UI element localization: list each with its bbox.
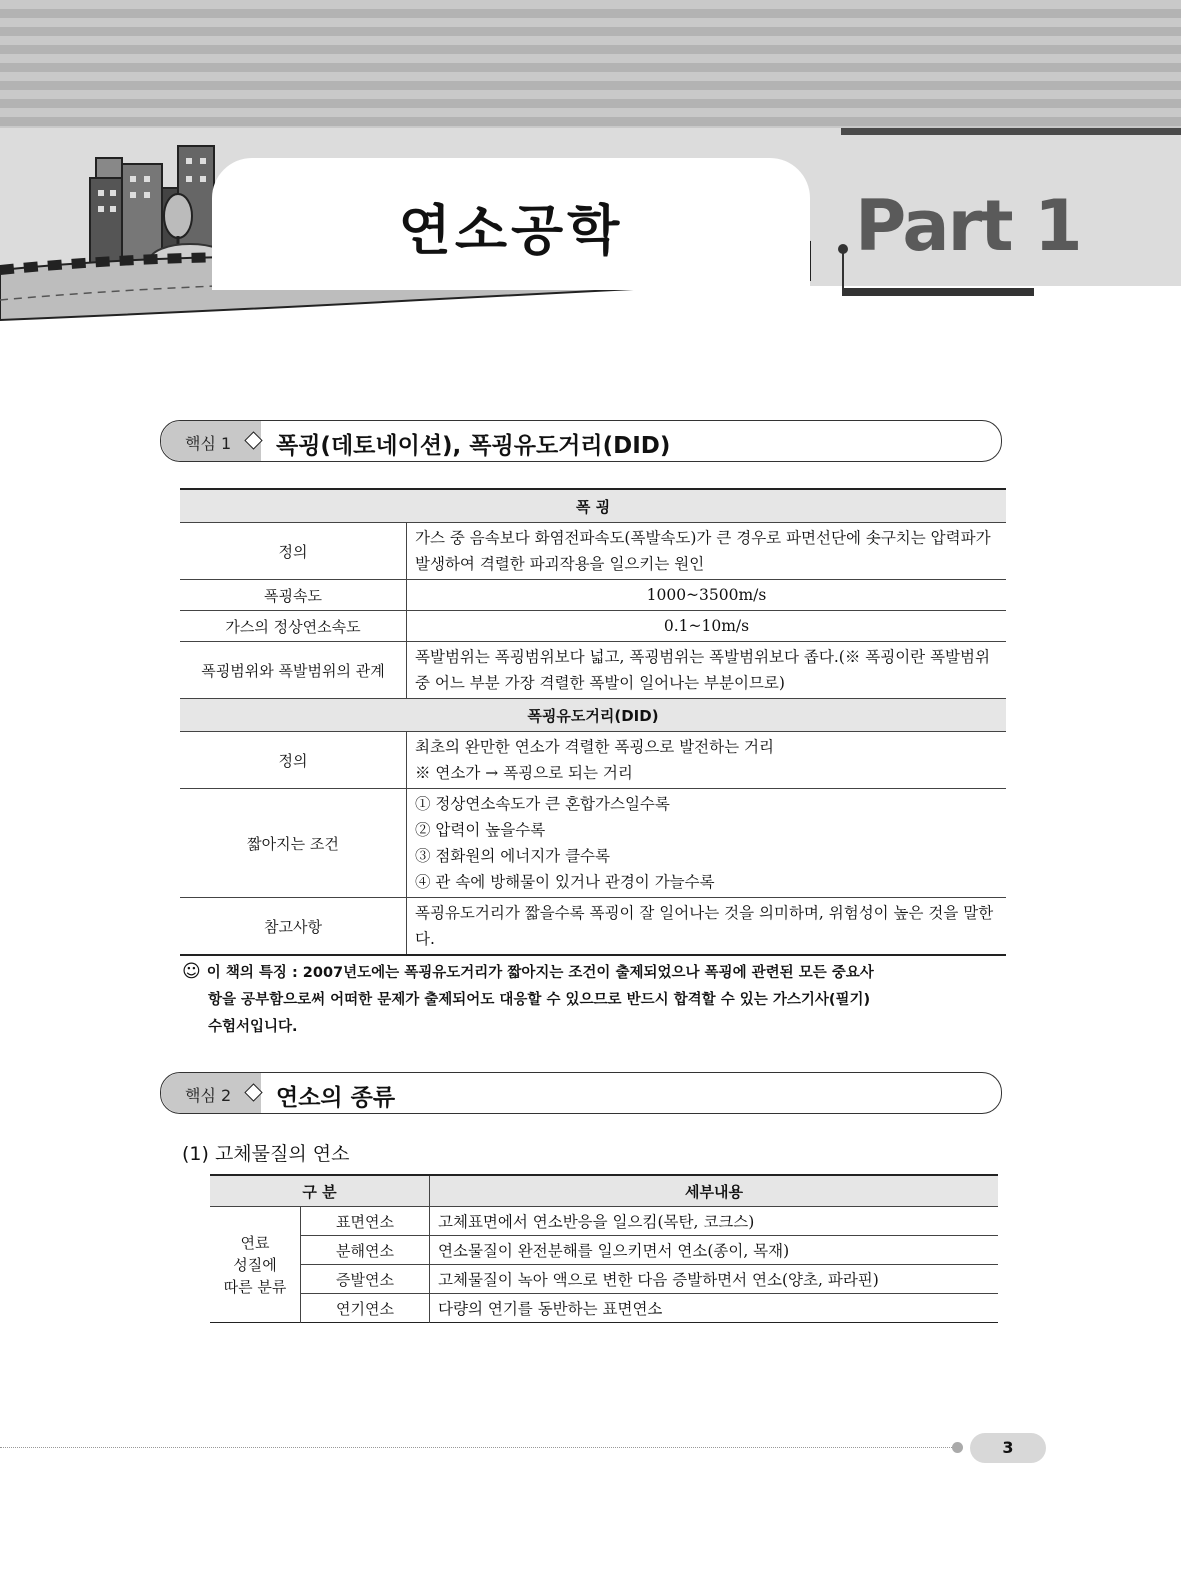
combustion-desc: 연소물질이 완전분해를 일으키면서 연소(종이, 목재) xyxy=(430,1236,999,1265)
row-value: 가스 중 음속보다 화염전파속도(폭발속도)가 큰 경우로 파면선단에 솟구치는 압력파가 발생하여 격렬한 파괴작용을 일으키는 원인 xyxy=(407,523,1007,580)
subheading: (1) 고체물질의 연소 xyxy=(182,1143,350,1165)
page-number: 3 xyxy=(970,1433,1046,1463)
section-title: 폭굉(데토네이션), 폭굉유도거리(DID) xyxy=(276,433,671,459)
row-label: 폭굉범위와 폭발범위의 관계 xyxy=(180,642,407,699)
row-value: 0.1~10m/s xyxy=(407,611,1007,642)
row-value xyxy=(407,789,1007,898)
table-band-header: 폭굉유도거리(DID) xyxy=(180,699,1006,732)
section-header-1 xyxy=(160,420,1002,462)
footer-divider xyxy=(0,1447,956,1448)
condition-item: ③ 점화원의 에너지가 클수록 xyxy=(415,847,610,865)
row-value: 폭굉유도거리가 짧을수록 폭굉이 잘 일어나는 것을 의미하며, 위험성이 높은 것을 말한다. xyxy=(407,898,1007,956)
section-header-2 xyxy=(160,1072,1002,1114)
note-line: 수험서입니다. xyxy=(208,1019,298,1035)
footer-dot xyxy=(952,1442,963,1453)
row-label: 가스의 정상연소속도 xyxy=(180,611,407,642)
group-label-line: 성질에 xyxy=(233,1255,277,1274)
feature-note xyxy=(182,958,1006,1041)
detonation-table xyxy=(180,488,1006,956)
table-row xyxy=(180,732,1006,789)
did-def-line: ※ 연소가 → 폭굉으로 되는 거리 xyxy=(415,764,633,782)
section-tab-label: 핵심 2 xyxy=(185,1086,232,1105)
smiley-icon: ☺ xyxy=(182,961,201,982)
combustion-desc: 고체표면에서 연소반응을 일으킴(목탄, 코크스) xyxy=(430,1207,999,1236)
column-header: 세부내용 xyxy=(430,1175,999,1207)
row-label: 정의 xyxy=(180,523,407,580)
row-label: 정의 xyxy=(180,732,407,789)
part-underline xyxy=(842,288,1034,296)
combustion-desc: 고체물질이 녹아 액으로 변한 다음 증발하면서 연소(양초, 파라핀) xyxy=(430,1265,999,1294)
combustion-desc: 다량의 연기를 동반하는 표면연소 xyxy=(430,1294,999,1323)
did-def-line: 최초의 완만한 연소가 격렬한 폭굉으로 발전하는 거리 xyxy=(415,738,774,756)
row-value: 폭발범위는 폭굉범위보다 넓고, 폭굉범위는 폭발범위보다 좁다.(※ 폭굉이란 폭발범위 중 어느 부분 가장 격렬한 폭발이 일어나는 부분이므로) xyxy=(407,642,1007,699)
combustion-kind: 증발연소 xyxy=(301,1265,430,1294)
group-label-line: 따른 분류 xyxy=(223,1277,287,1296)
table-row xyxy=(180,898,1006,956)
header-stripes xyxy=(0,0,1181,128)
row-label: 짧아지는 조건 xyxy=(180,789,407,898)
row-value xyxy=(407,732,1007,789)
table-row xyxy=(210,1207,998,1236)
header-accent-bar xyxy=(841,128,1181,135)
table-row xyxy=(210,1294,998,1323)
table-row xyxy=(180,789,1006,898)
combustion-kind: 표면연소 xyxy=(301,1207,430,1236)
group-label xyxy=(210,1207,301,1323)
combustion-table xyxy=(210,1174,998,1323)
table-row xyxy=(210,1236,998,1265)
table-row xyxy=(210,1265,998,1294)
section-tab-label: 핵심 1 xyxy=(185,434,232,453)
table-row xyxy=(180,642,1006,699)
row-value: 1000~3500m/s xyxy=(407,580,1007,611)
column-header: 구 분 xyxy=(210,1175,430,1207)
condition-item: ② 압력이 높을수록 xyxy=(415,821,546,839)
group-label-line: 연료 xyxy=(240,1233,270,1252)
condition-item: ① 정상연소속도가 큰 혼합가스일수록 xyxy=(415,795,670,813)
section-title: 연소의 종류 xyxy=(276,1085,396,1111)
row-label: 참고사항 xyxy=(180,898,407,956)
table-row xyxy=(180,523,1006,580)
book-title: 연소공학 xyxy=(398,198,624,262)
row-label: 폭굉속도 xyxy=(180,580,407,611)
note-line: 항을 공부함으로써 어떠한 문제가 출제되어도 대응할 수 있으므로 반드시 합격할 수 있는 가스기사(필기) xyxy=(208,992,871,1008)
table-band-header: 폭 굉 xyxy=(180,489,1006,523)
part-label: Part 1 xyxy=(855,185,1081,267)
table-row xyxy=(180,580,1006,611)
condition-item: ④ 관 속에 방해물이 있거나 관경이 가늘수록 xyxy=(415,873,715,891)
combustion-kind: 분해연소 xyxy=(301,1236,430,1265)
note-line: 이 책의 특징 : 2007년도에는 폭굉유도거리가 짧아지는 조건이 출제되었으나 폭굉에 관련된 모든 중요사 xyxy=(206,965,874,981)
table-row xyxy=(180,611,1006,642)
combustion-kind: 연기연소 xyxy=(301,1294,430,1323)
